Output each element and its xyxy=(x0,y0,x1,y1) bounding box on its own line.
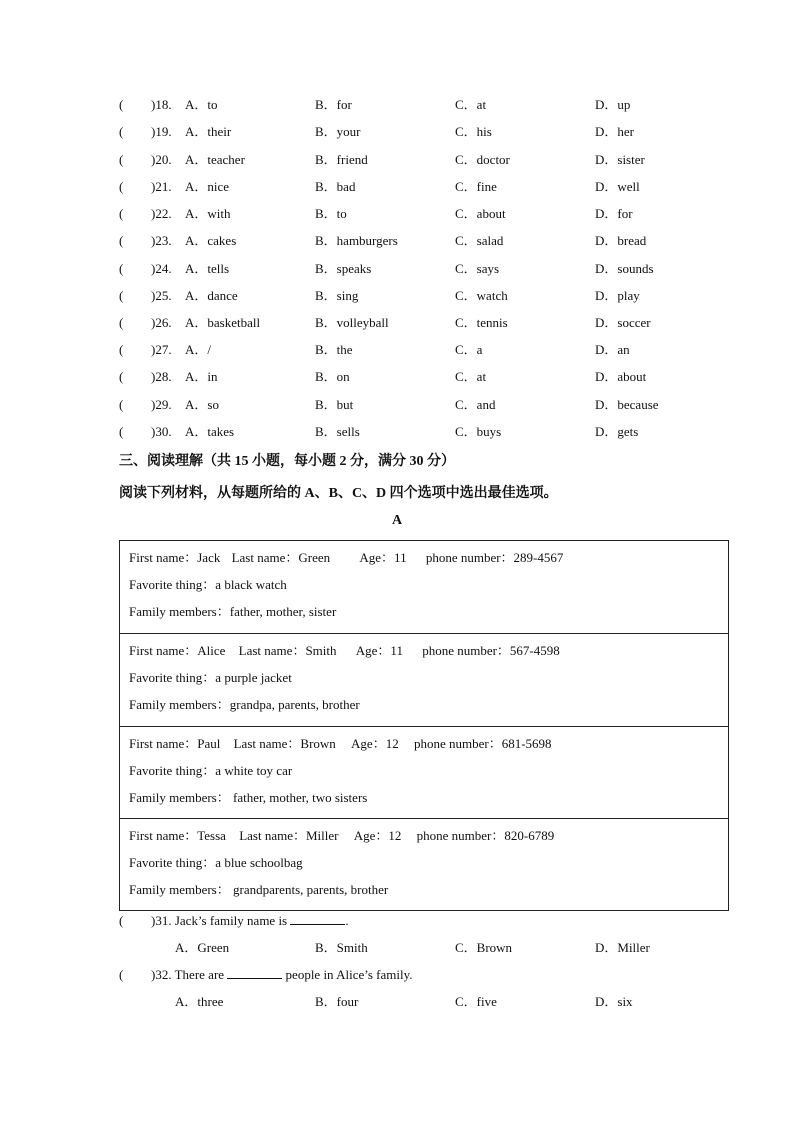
answer-paren: ( xyxy=(119,233,124,248)
question-number: )30. xyxy=(151,424,172,439)
profile-header-line xyxy=(129,640,560,659)
option-a: A．nice xyxy=(185,179,230,194)
profile-header-line xyxy=(129,547,563,566)
stem-text: There are xyxy=(174,967,225,982)
family-members: Family members： father, mother, two sisters xyxy=(129,790,368,805)
option-d: D．sounds xyxy=(595,261,654,276)
option-c: C．doctor xyxy=(455,152,510,167)
option-c: C．buys xyxy=(455,424,502,439)
option-row xyxy=(0,422,794,442)
option-c: C．salad xyxy=(455,233,504,248)
answer-paren: ( xyxy=(119,315,124,330)
option-d: D．her xyxy=(595,124,634,139)
option-a: A．tells xyxy=(185,261,230,276)
profile-table xyxy=(119,540,729,911)
option-d: D．well xyxy=(595,179,640,194)
family-members: Family members： grandparents, parents, brother xyxy=(129,882,389,897)
question-number xyxy=(151,965,413,985)
option-a: A．with xyxy=(185,206,231,221)
section-instruction: 阅读下列材料，从每题所给的 A、B、C、D 四个选项中选出最佳选项。 xyxy=(119,486,558,501)
option-a: A．dance xyxy=(185,288,238,303)
question-number: )22. xyxy=(151,206,172,221)
phone-number: phone number：289-4567 xyxy=(425,550,564,565)
option-d: D．about xyxy=(595,369,647,384)
option-a: A．teacher xyxy=(185,152,245,167)
option-row xyxy=(0,340,794,360)
phone-number: phone number：820-6789 xyxy=(416,828,555,843)
option-row xyxy=(0,122,794,142)
option-b: B．for xyxy=(315,97,352,112)
option-d: D．an xyxy=(595,342,630,357)
option-c: C．about xyxy=(455,206,506,221)
phone-number: phone number：681-5698 xyxy=(413,736,552,751)
option-a: A．three xyxy=(175,994,224,1009)
option-d: D．bread xyxy=(595,233,647,248)
option-b: B．to xyxy=(315,206,347,221)
option-b: B．volleyball xyxy=(315,315,389,330)
favorite-thing: Favorite thing：a white toy car xyxy=(129,763,293,778)
question-number: )18. xyxy=(151,97,172,112)
answer-paren: ( xyxy=(119,424,124,439)
option-d: D．sister xyxy=(595,152,645,167)
option-c: C．fine xyxy=(455,179,497,194)
option-d: D．gets xyxy=(595,424,639,439)
age: Age：12 xyxy=(353,828,402,843)
question-number: )21. xyxy=(151,179,172,194)
option-c: C．tennis xyxy=(455,315,508,330)
favorite-thing: Favorite thing：a purple jacket xyxy=(129,670,292,685)
favorite-thing: Favorite thing：a blue schoolbag xyxy=(129,855,303,870)
profile-header-line xyxy=(129,825,554,844)
option-row xyxy=(0,177,794,197)
option-c: C．his xyxy=(455,124,492,139)
question-number-text: )31. xyxy=(151,913,172,928)
option-row xyxy=(0,286,794,306)
option-row xyxy=(0,938,794,958)
first-name: First name：Alice xyxy=(129,643,226,658)
option-d: D．play xyxy=(595,288,640,303)
option-a: A．in xyxy=(185,369,218,384)
favorite-thing: Favorite thing：a black watch xyxy=(129,577,287,592)
question-number: )19. xyxy=(151,124,172,139)
option-c: C．and xyxy=(455,397,496,412)
option-b: B．on xyxy=(315,369,350,384)
option-a: A．to xyxy=(185,97,218,112)
option-d: D．up xyxy=(595,97,631,112)
option-c: C．at xyxy=(455,369,487,384)
option-a: A．their xyxy=(185,124,232,139)
option-b: B．friend xyxy=(315,152,368,167)
question-number: )20. xyxy=(151,152,172,167)
option-a: A．cakes xyxy=(185,233,237,248)
option-b: B．but xyxy=(315,397,354,412)
answer-paren: ( xyxy=(119,369,124,384)
family-members: Family members：grandpa, parents, brother xyxy=(129,697,360,712)
option-b: B．the xyxy=(315,342,353,357)
option-b: B．four xyxy=(315,994,359,1009)
option-b: B．hamburgers xyxy=(315,233,398,248)
option-a: A．Green xyxy=(175,940,230,955)
question-number: )25. xyxy=(151,288,172,303)
question-number: )29. xyxy=(151,397,172,412)
answer-paren: ( xyxy=(119,152,124,167)
profile-cell xyxy=(120,726,728,819)
answer-paren: ( xyxy=(119,179,124,194)
stem-text-end: . xyxy=(345,913,349,928)
option-c: C．a xyxy=(455,342,483,357)
section-title: 三、阅读理解（共 15 小题，每小题 2 分，满分 30 分） xyxy=(119,454,455,469)
profile-cell xyxy=(120,633,728,726)
option-d: D．because xyxy=(595,397,659,412)
option-d: D．six xyxy=(595,994,633,1009)
option-row xyxy=(0,367,794,387)
question-number: )28. xyxy=(151,369,172,384)
first-name: First name：Paul xyxy=(129,736,221,751)
profile-cell xyxy=(120,818,728,911)
option-d: D．for xyxy=(595,206,633,221)
first-name: First name：Tessa xyxy=(129,828,226,843)
option-b: B．sing xyxy=(315,288,359,303)
answer-paren: ( xyxy=(119,342,124,357)
option-c: C．Brown xyxy=(455,940,513,955)
age: Age：11 xyxy=(359,550,407,565)
answer-paren: ( xyxy=(119,97,124,112)
answer-paren: ( xyxy=(119,124,124,139)
question-stem xyxy=(0,911,794,931)
profile-header-line xyxy=(129,733,552,752)
option-c: C．watch xyxy=(455,288,508,303)
answer-paren: ( xyxy=(119,288,124,303)
last-name: Last name：Miller xyxy=(239,828,339,843)
option-d: D．Miller xyxy=(595,940,650,955)
answer-blank xyxy=(227,966,282,979)
first-name: First name：Jack xyxy=(129,550,221,565)
option-row xyxy=(0,259,794,279)
question-number xyxy=(151,911,349,931)
answer-paren: ( xyxy=(119,967,124,982)
stem-text: Jack’s family name is xyxy=(174,913,288,928)
profile-cell xyxy=(120,541,728,633)
option-a: A．basketball xyxy=(185,315,261,330)
stem-text-end: people in Alice’s family. xyxy=(285,967,413,982)
option-d: D．soccer xyxy=(595,315,651,330)
option-row xyxy=(0,231,794,251)
option-b: B．your xyxy=(315,124,361,139)
option-b: B．Smith xyxy=(315,940,368,955)
option-row xyxy=(0,395,794,415)
option-row xyxy=(0,992,794,1012)
option-a: A．so xyxy=(185,397,219,412)
passage-label: A xyxy=(391,513,403,528)
option-b: B．bad xyxy=(315,179,356,194)
question-number: )24. xyxy=(151,261,172,276)
option-c: C．five xyxy=(455,994,497,1009)
question-stem xyxy=(0,965,794,985)
option-c: C．says xyxy=(455,261,500,276)
family-members: Family members：father, mother, sister xyxy=(129,604,337,619)
answer-paren: ( xyxy=(119,261,124,276)
question-number: )26. xyxy=(151,315,172,330)
answer-paren: ( xyxy=(119,206,124,221)
option-row xyxy=(0,150,794,170)
option-b: B．sells xyxy=(315,424,360,439)
answer-paren: ( xyxy=(119,397,124,412)
option-row xyxy=(0,313,794,333)
last-name: Last name：Smith xyxy=(238,643,337,658)
age: Age：12 xyxy=(351,736,399,751)
question-number: )27. xyxy=(151,342,172,357)
option-row xyxy=(0,95,794,115)
option-b: B．speaks xyxy=(315,261,372,276)
answer-paren: ( xyxy=(119,913,124,928)
option-row xyxy=(0,204,794,224)
question-number-text: )32. xyxy=(151,967,172,982)
last-name: Last name：Green xyxy=(231,550,331,565)
option-a: A．takes xyxy=(185,424,235,439)
question-number: )23. xyxy=(151,233,172,248)
age: Age：11 xyxy=(355,643,403,658)
answer-blank xyxy=(290,912,345,925)
option-c: C．at xyxy=(455,97,487,112)
last-name: Last name：Brown xyxy=(233,736,336,751)
phone-number: phone number：567-4598 xyxy=(422,643,560,658)
option-a: A．/ xyxy=(185,342,212,357)
